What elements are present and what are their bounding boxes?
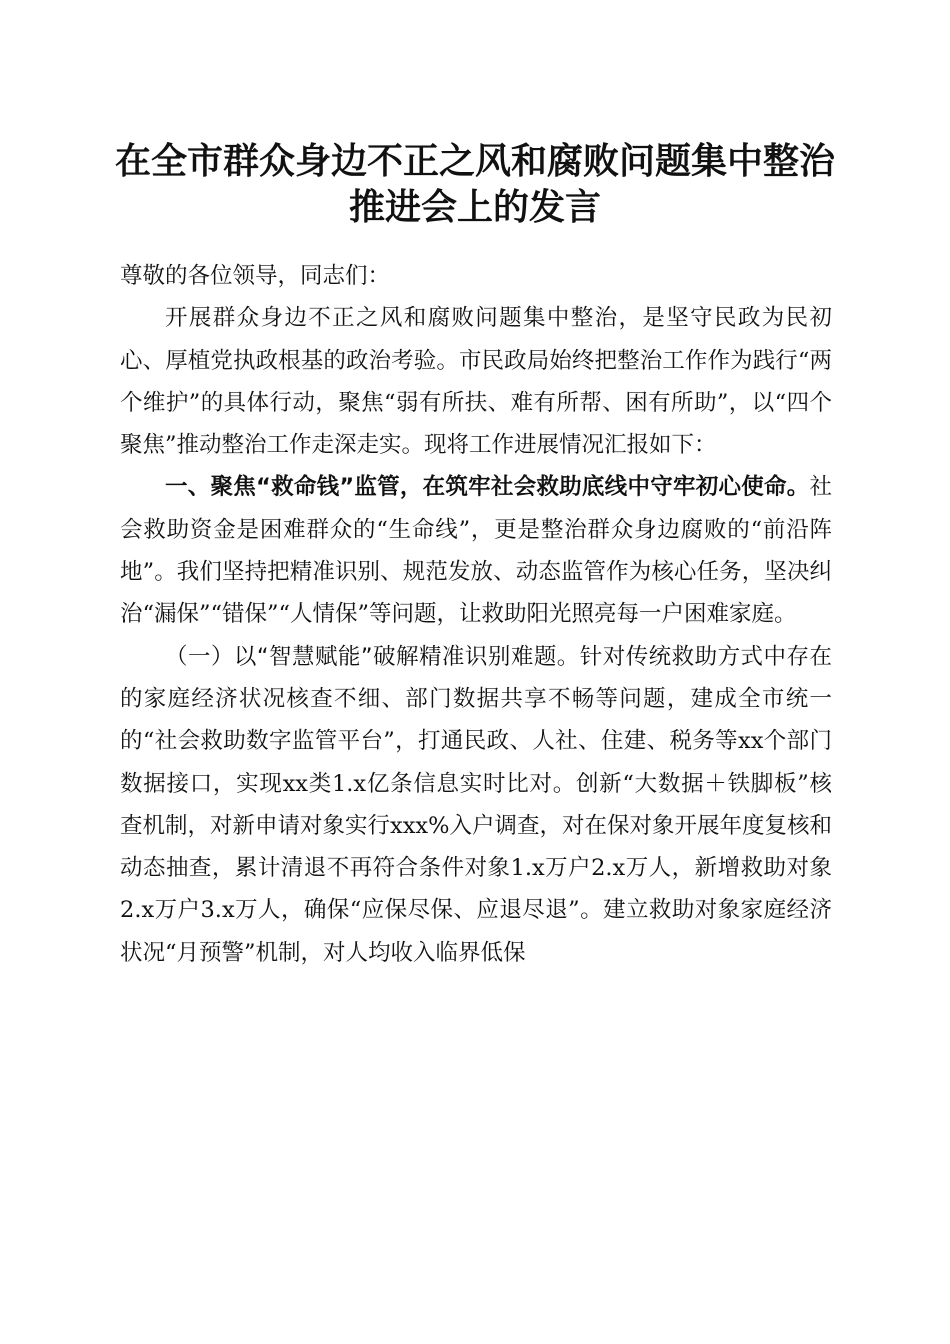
section-1-heading: 一、聚焦“救命钱”监管，在筑牢社会救助底线中守牢初心使命。 [165,474,810,501]
section-1-paragraph [120,466,832,635]
salutation: 尊敬的各位领导，同志们： [120,263,391,289]
document-title [100,138,850,230]
intro-paragraph: 开展群众身边不正之风和腐败问题集中整治，是坚守民政为民初心、厚植党执政根基的政治考验。市民政局始终把整治工作作为践行“两个维护”的具体行动，聚焦“弱有所扶、难有所帮、困有所助”，以“四个聚焦”推动整治工作走深走实。现将工作进展情况汇报如下： [120,305,832,459]
subsection-1-paragraph [120,636,832,974]
subsection-1-text: 针对传统救助方式中存在的家庭经济状况核查不细、部门数据共享不畅等问题，建成全市统一的“社会救助数字监管平台”，打通民政、人社、住建、税务等xx个部门数据接口，实现xx类1.x亿条信息实时比对。创新“大数据＋铁脚板”核查机制，对新申请对象实行xxx%入户调查，对在保对象开展年度复核和动态抽查，累计清退不再符合条件对象1.x万户2.x万人，新增救助对象2.x万户3.x万人，确保“应保尽保、应退尽退”。建立救助对象家庭经济状况“月预警”机制，对人均收入临界低保 [120,643,832,966]
section-1-text: 社会救助资金是困难群众的“生命线”，更是整治群众身边腐败的“前沿阵地”。我们坚持把精准识别、规范发放、动态监管作为核心任务，坚决纠治“漏保”“错保”“人情保”等问题，让救助阳光照亮每一户困难家庭。 [120,474,832,628]
document-body [120,255,832,974]
title-line-2: 推进会上的发言 [348,186,601,228]
subsection-1-heading: （一）以“智慧赋能”破解精准识别难题。 [165,643,580,670]
title-line-1: 在全市群众身边不正之风和腐败问题集中整治 [114,140,835,182]
